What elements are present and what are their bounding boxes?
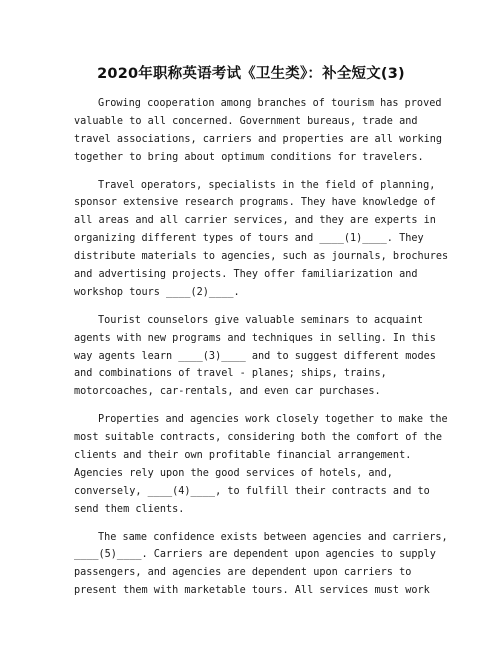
paragraph	[74, 312, 436, 401]
paragraph-line: Tourist counselors give valuable seminars to acquaint	[98, 314, 424, 326]
document-body	[74, 95, 449, 610]
paragraph-line: passengers, and agencies are dependent upon carriers to	[74, 567, 412, 579]
paragraph-line: send them clients.	[74, 503, 185, 515]
paragraph-line: present them with marketable tours. All services must work	[74, 585, 430, 597]
paragraph-line: Growing cooperation among branches of tourism has proved	[98, 98, 442, 109]
paragraph	[74, 177, 449, 302]
paragraph-line: and combinations of travel - planes; ships, trains,	[74, 368, 387, 380]
document-title: 2020年职称英语考试《卫生类》：补全短文(3)	[97, 66, 405, 82]
paragraph-line: distribute materials to agencies, such as journals, brochures	[74, 251, 449, 263]
paragraph-line: workshop tours ____(2)____.	[74, 286, 240, 298]
paragraph-line: The same confidence exists between agencies and carriers,	[98, 531, 448, 543]
paragraph-line: Properties and agencies work closely together to make the	[98, 414, 448, 426]
paragraph-line: ____(5)____. Carriers are dependent upon agencies to supply	[74, 549, 436, 561]
paragraph-line: and advertising projects. They offer familiarization and	[74, 269, 418, 281]
paragraph-line: way agents learn ____(3)____ and to suggest different modes	[74, 350, 436, 362]
paragraph	[74, 529, 448, 601]
paragraph-line: together to bring about optimum conditions for travelers.	[74, 151, 424, 163]
paragraph-line: sponsor extensive research programs. They have knowledge of	[74, 197, 436, 209]
paragraph-line: Agencies rely upon the good services of hotels, and,	[74, 467, 393, 479]
paragraph-line: travel associations, carriers and properties are all working	[74, 133, 443, 145]
paragraph	[74, 411, 448, 518]
paragraph-line: most suitable contracts, considering both the comfort of the	[74, 432, 443, 444]
paragraph-line: conversely, ____(4)____, to fulfill their contracts and to	[74, 485, 430, 497]
paragraph-line: valuable to all concerned. Government bureaus, trade and	[74, 115, 418, 127]
paragraph-line: motorcoaches, car-rentals, and even car purchases.	[74, 386, 381, 398]
paragraph	[74, 95, 443, 167]
paragraph-line: all areas and all carrier services, and they are experts in	[74, 215, 436, 227]
paragraph-line: Travel operators, specialists in the field of planning,	[98, 179, 436, 191]
paragraph-line: clients and their own profitable financial arrangement.	[74, 450, 412, 462]
paragraph-line: agents with new programs and techniques in selling. In this	[74, 332, 436, 344]
paragraph-line: organizing different types of tours and ____(1)____. They	[74, 233, 424, 245]
